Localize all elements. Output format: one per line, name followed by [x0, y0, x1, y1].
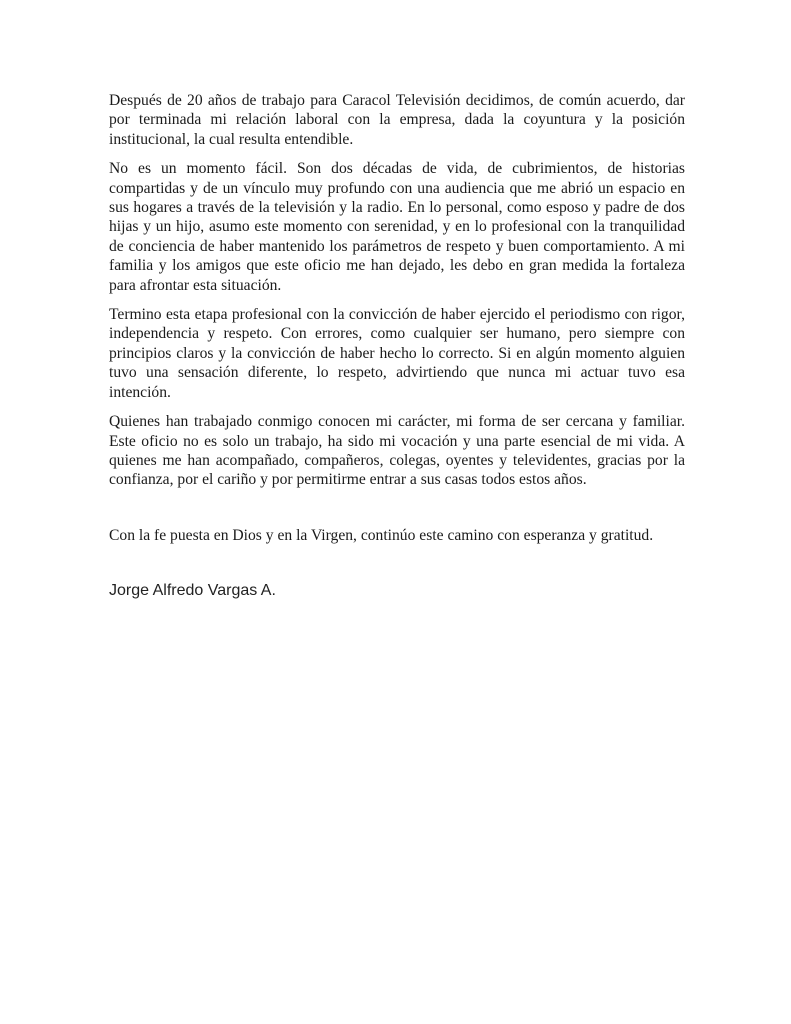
letter-body: [109, 91, 685, 601]
letter-paragraph-3: Termino esta etapa profesional con la convicción de haber ejercido el periodismo con rigor, independencia y respeto. Con errores, como cualquier ser humano, pero siempre con principios claros y la convicción de haber hecho lo correcto. Si en algún momento alguien tuvo una sensación diferente, lo respeto, advirtiendo que nunca mi actuar tuvo esa intención.: [109, 306, 685, 401]
letter-closing-line: Con la fe puesta en Dios y en la Virgen, continúo este camino con esperanza y gratitud.: [109, 526, 654, 544]
letter-paragraph-2: No es un momento fácil. Son dos décadas de vida, de cubrimientos, de historias compartidas y de un vínculo muy profundo con una audiencia que me abrió un espacio en sus hogares a través de la televisión y la radio. En lo personal, como esposo y padre de dos hijas y un hijo, asumo este momento con serenidad, y en lo profesional con la tranquilidad de conciencia de haber mantenido los parámetros de respeto y buen comportamiento. A mi familia y los amigos que este oficio me han dejado, les debo en gran medida la fortaleza para afrontar esta situación.: [109, 160, 685, 294]
letter-paragraph-1: Después de 20 años de trabajo para Caracol Televisión decidimos, de común acuerdo, dar por terminada mi relación laboral con la empresa, dada la coyuntura y la posición institucional, la cual resulta entendible.: [109, 92, 685, 148]
letter-paragraph-4: Quienes han trabajado conmigo conocen mi carácter, mi forma de ser cercana y familiar. Este oficio no es solo un trabajo, ha sido mi vocación y una parte esencial de mi vida. A quienes me han acompañado, compañeros, colegas, oyentes y televidentes, gracias por la confianza, por el cariño y por permitirme entrar a sus casas todos estos años.: [109, 413, 685, 489]
signature: Jorge Alfredo Vargas A.: [109, 582, 276, 600]
